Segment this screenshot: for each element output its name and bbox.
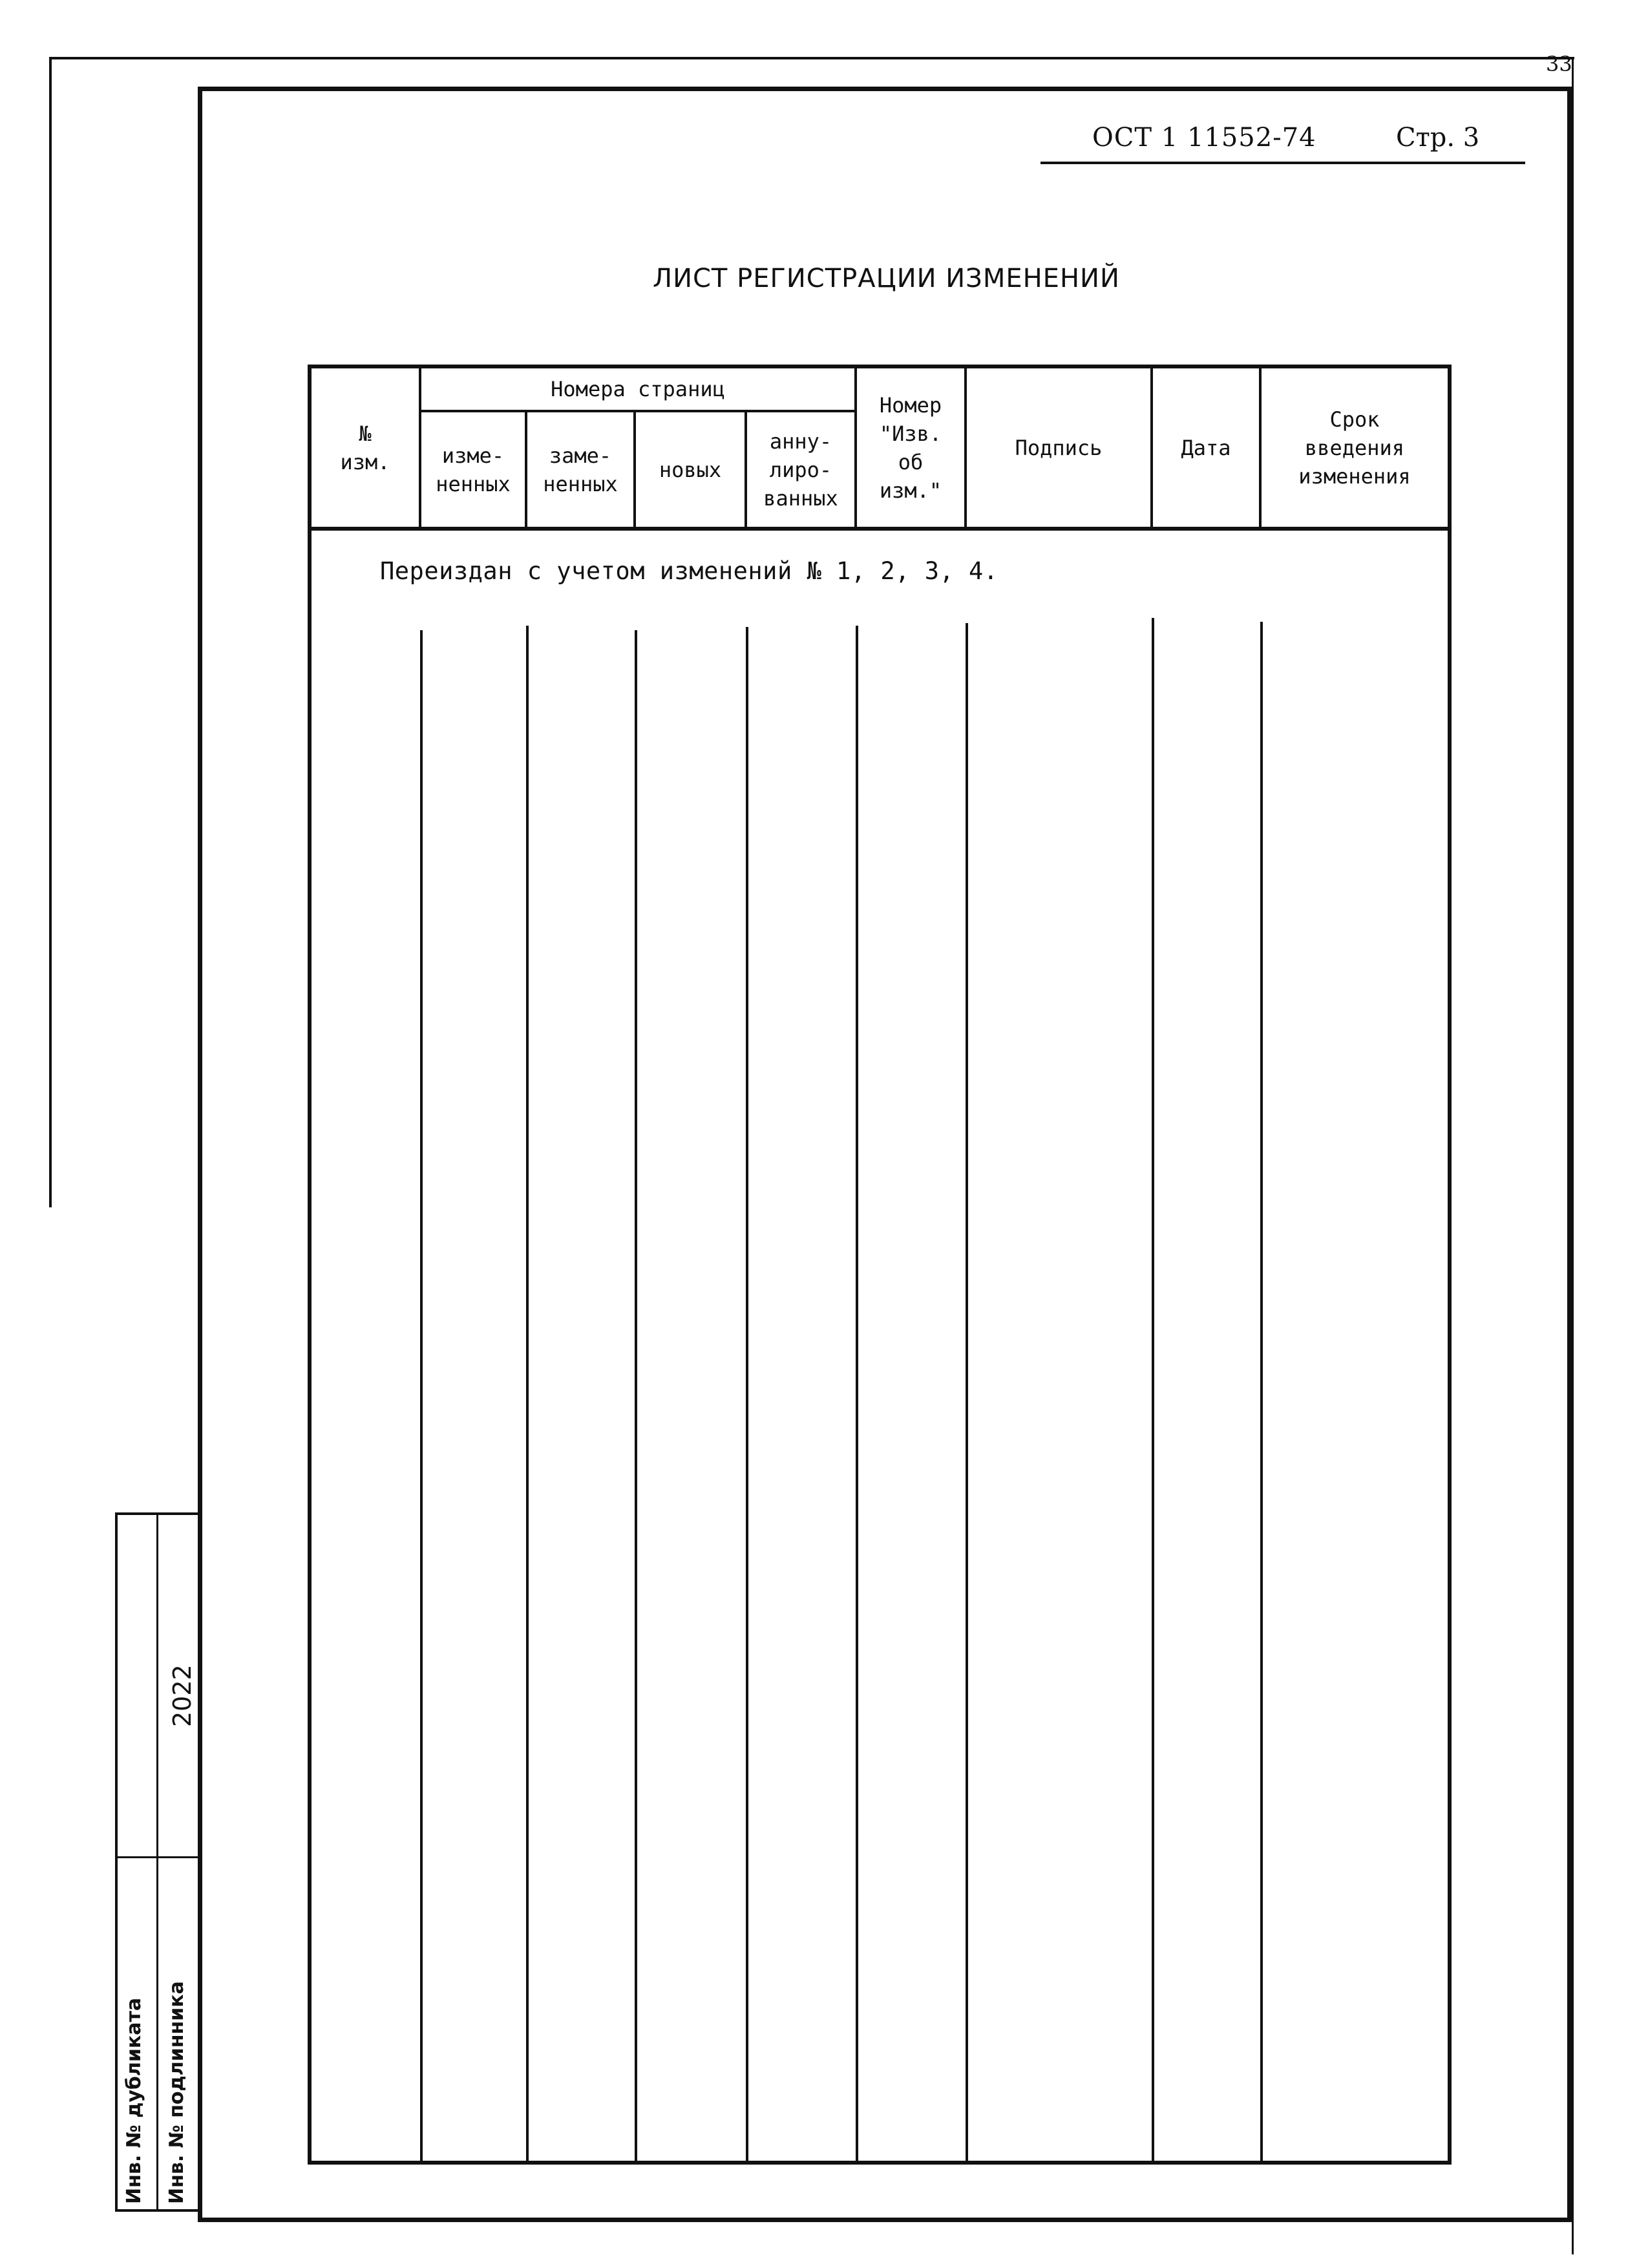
header-annulled: анну- лиро- ванных bbox=[763, 429, 838, 511]
change-table bbox=[308, 365, 1452, 2165]
header-new: новых bbox=[659, 457, 722, 482]
body-col-divider-2 bbox=[526, 626, 529, 2162]
body-col-divider-3 bbox=[635, 630, 637, 2162]
body-col-divider-7 bbox=[1152, 618, 1154, 2162]
original-inventory-number: 2022 bbox=[168, 1664, 196, 1727]
body-col-divider-4 bbox=[746, 627, 748, 2162]
body-col-divider-8 bbox=[1260, 622, 1263, 2162]
header-signature: Подпись bbox=[1015, 435, 1103, 460]
header-notice-no: Номер "Изв. об изм." bbox=[879, 392, 942, 503]
reissue-note: Переиздан с учетом изменений № 1, 2, 3, 4. bbox=[380, 557, 998, 585]
page-label: Стр. 3 bbox=[1396, 123, 1480, 153]
outer-frame-right bbox=[1572, 57, 1574, 2254]
outer-frame-left bbox=[49, 57, 52, 1207]
document-code: ОСТ 1 11552-74 bbox=[1092, 123, 1316, 153]
label-duplicate-inventory: Инв. № дубликата bbox=[123, 1997, 145, 2204]
header-change-no: № изм. bbox=[340, 421, 390, 474]
stamp-column-divider bbox=[156, 1512, 158, 2212]
header-underline bbox=[1041, 162, 1525, 164]
outer-frame-top bbox=[49, 57, 1574, 59]
stamp-row-divider bbox=[115, 1856, 199, 1858]
header-deadline: Срок введения изменения bbox=[1298, 407, 1411, 489]
label-original-inventory: Инв. № подлинника bbox=[165, 1981, 188, 2204]
header-pages-group: Номера страниц bbox=[551, 377, 725, 401]
header-replaced: заме- ненных bbox=[543, 443, 618, 496]
table-header-rule bbox=[308, 527, 1452, 531]
body-col-divider-6 bbox=[966, 623, 968, 2162]
body-col-divider-1 bbox=[420, 630, 423, 2162]
header-date: Дата bbox=[1181, 435, 1231, 460]
sheet-title: ЛИСТ РЕГИСТРАЦИИ ИЗМЕНЕНИЙ bbox=[653, 264, 1120, 293]
page-number: 33 bbox=[1546, 52, 1572, 76]
header-changed: изме- ненных bbox=[436, 443, 511, 496]
body-col-divider-5 bbox=[856, 626, 858, 2162]
